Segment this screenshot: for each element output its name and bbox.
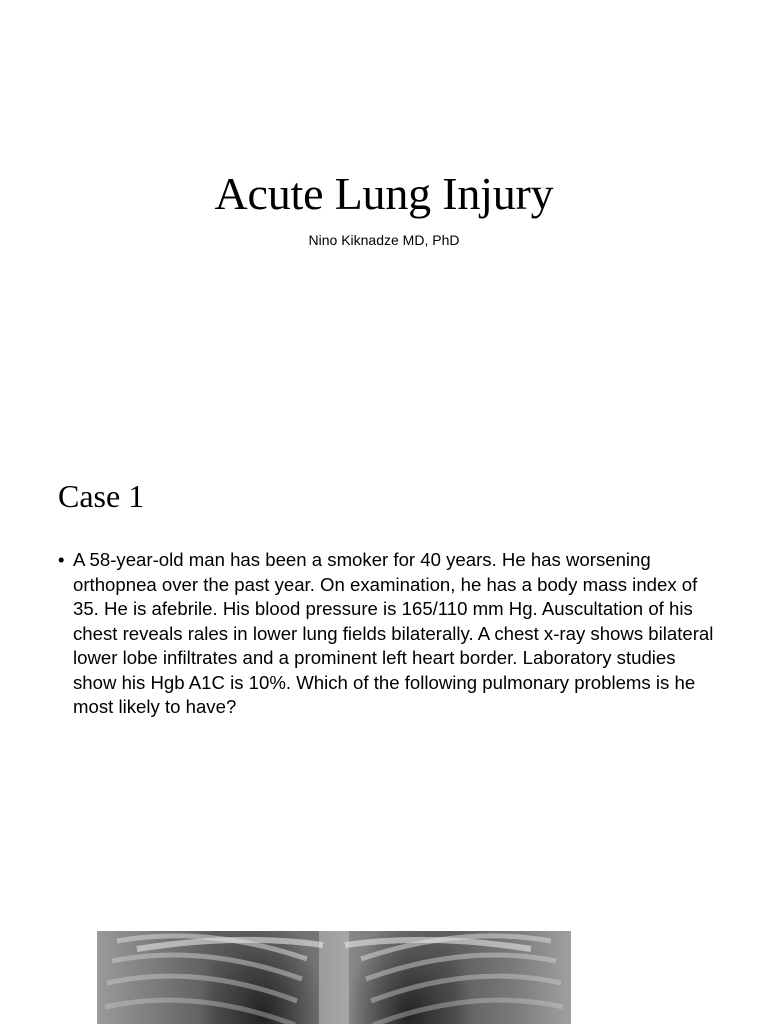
rib-cage-icon <box>97 931 571 1024</box>
chest-xray-image <box>97 931 571 1024</box>
xray-slide <box>0 864 768 1024</box>
case-bullet-list <box>58 548 718 720</box>
presentation-title: Acute Lung Injury <box>214 168 554 219</box>
title-slide <box>0 0 768 432</box>
list-item <box>58 548 718 720</box>
case-heading: Case 1 <box>58 478 145 514</box>
case-slide <box>0 432 768 864</box>
author-subtitle: Nino Kiknadze MD, PhD <box>308 232 460 248</box>
case-description: A 58-year-old man has been a smoker for 40 years. He has worsening orthopnea over the past year. On examination, he has a body mass index of 35. He is afebrile. His blood pressure is 165/110 mm Hg. Auscultation of his chest reveals rales in lower lung fields bilaterally. A chest x-ray shows bilateral lower lobe infiltrates and a prominent left heart border. Laboratory studies show his Hgb A1C is 10%. Which of the following pulmonary problems is he most likely to have? <box>73 549 714 717</box>
bullet-icon: • <box>58 549 65 570</box>
